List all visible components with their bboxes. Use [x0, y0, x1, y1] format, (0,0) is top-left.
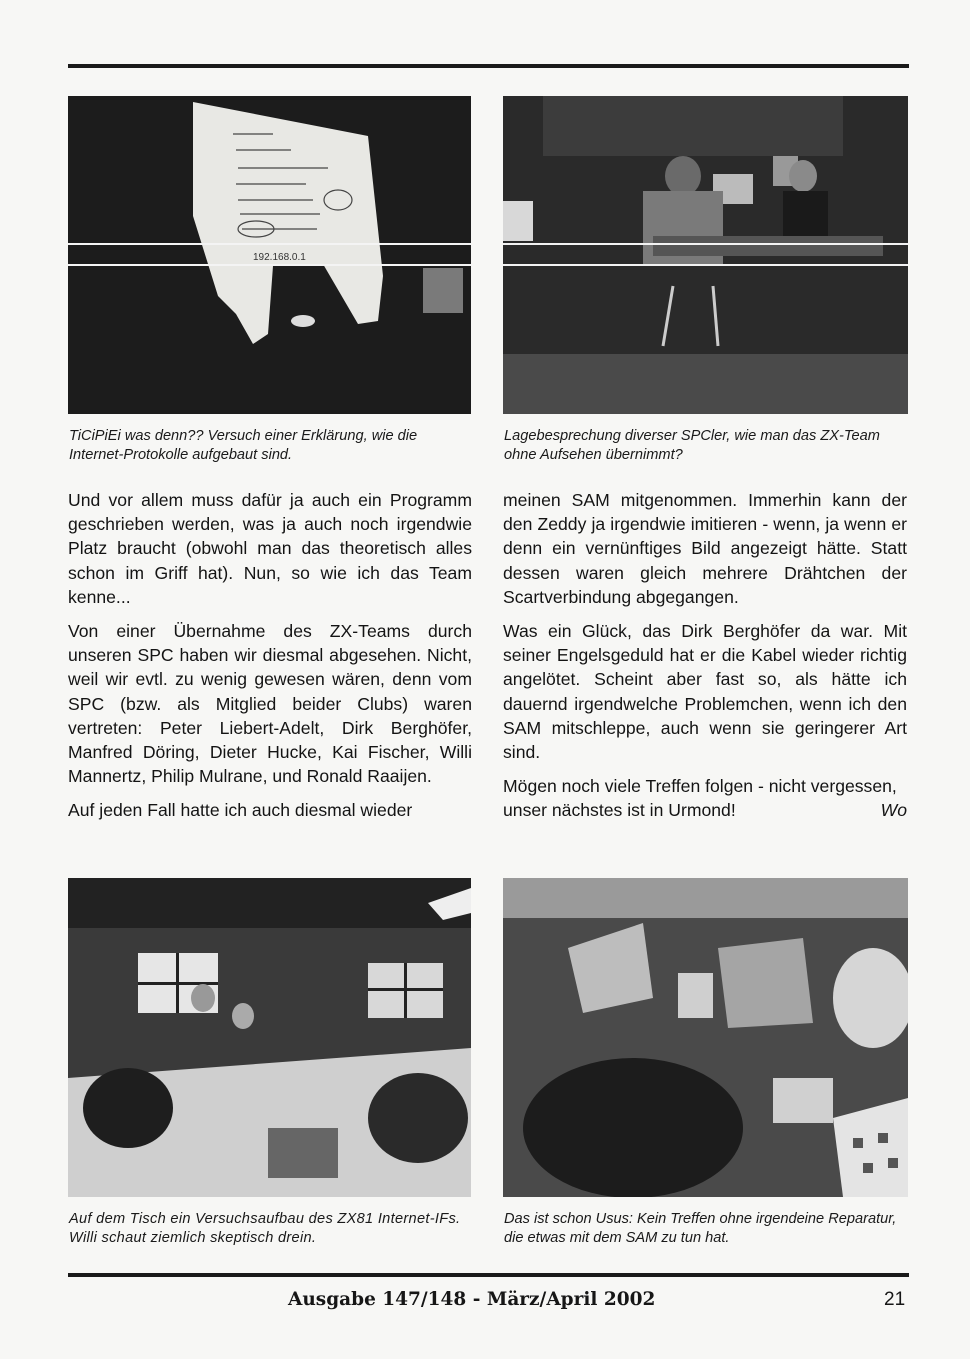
article-right-column — [503, 488, 907, 833]
footer-rule — [68, 1273, 909, 1277]
photo-caption-1: TiCiPiEi was denn?? Versuch einer Erklärung, wie die Internet-Protokolle aufgebaut sind. — [69, 428, 418, 463]
paragraph: meinen SAM mitgenommen. Immerhin kann der den Zeddy ja irgendwie imitieren - wenn, ja wenn er denn ein vernünftiges Bild angezeigt hätte. Statt dessen waren gleich mehrere Drähtchen der Scartverbindung abgegangen. — [503, 490, 907, 607]
photo-sam-repair — [503, 878, 908, 1197]
photo-caption-3: Auf dem Tisch ein Versuchsaufbau des ZX81 Internet-IFs. Willi schaut ziemlich skeptisch drein. — [69, 1211, 461, 1246]
page-footer — [0, 1289, 970, 1317]
closing-text: Mögen noch viele Treffen folgen - nicht vergessen, unser nächstes ist in Urmond! — [503, 776, 897, 821]
paragraph: Auf jeden Fall hatte ich auch diesmal wieder — [68, 800, 413, 821]
photo-meeting-computers — [503, 96, 908, 414]
photo-caption-4: Das ist schon Usus: Kein Treffen ohne irgendeine Reparatur, die etwas mit dem SAM zu tun hat. — [504, 1211, 897, 1246]
photo-protocol-sheet — [68, 96, 471, 414]
paragraph — [503, 774, 907, 822]
paragraph: Von einer Übernahme des ZX-Teams durch unseren SPC haben wir diesmal abgesehen. Nicht, weil wir evtl. zu wenig gewesen wären, denn vom SPC (bzw. als Mitglied beider Clubs) waren vertreten: Peter Liebert-Adelt, Dirk Berghöfer, Manfred Döring, Dieter Hucke, Kai Fischer, Willi Mannertz, Philip Mulrane, und Ronald Raaijen. — [68, 621, 472, 787]
page-number: 21 — [884, 1289, 906, 1310]
handwritten-ip: 192.168.0.1 — [253, 252, 306, 263]
paragraph: Was ein Glück, das Dirk Berghöfer da war. Mit seiner Engelsgeduld hat er die Kabel wieder richtig angelötet. Scheint aber fast so, als hätte ich dauernd irgendwelche Problemchen, wenn ich den SAM mitschleppe, auch wenn sie geringerer Art sind. — [503, 621, 907, 763]
issue-title: Ausgabe 147/148 - März/April 2002 — [288, 1289, 656, 1310]
photo-caption-2: Lagebesprechung diverser SPCler, wie man das ZX-Team ohne Aufsehen übernimmt? — [504, 428, 880, 463]
photo-group-table — [68, 878, 471, 1197]
author-signoff: Wo — [880, 800, 907, 821]
header-rule — [68, 64, 909, 68]
article-left-column — [68, 488, 472, 833]
paragraph: Und vor allem muss dafür ja auch ein Programm geschrieben werden, was ja auch noch irgendwie Platz braucht (obwohl man das theoretisch alles schon im Griff hat). Nun, so wie ich das Team kenne... — [68, 490, 472, 607]
